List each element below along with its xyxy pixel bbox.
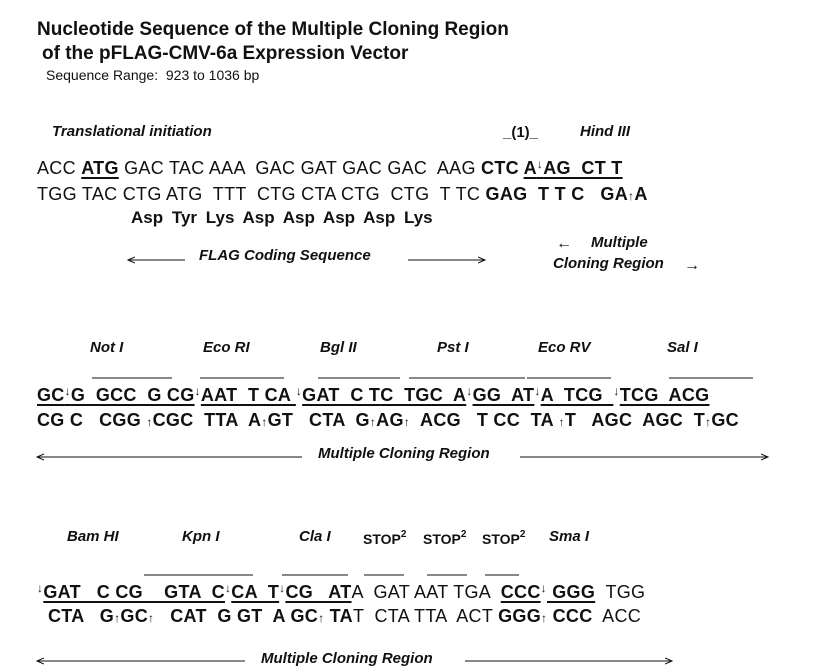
block1-top-strand: ACC ATG GAC TAC AAA GAC GAT GAC GAC AAG CTC A↓AG CT T xyxy=(37,157,623,178)
enzyme-not-i: Not I xyxy=(90,339,124,356)
stop-codon-label-3: STOP$^2$ xyxy=(482,529,526,547)
label-hind-iii: Hind III xyxy=(580,123,630,140)
block2-top-strand: GC↓G GCC G CG↓AAT T CA ↓GAT C TC TGC A↓GG AT↓A TCG ↓TCG ACG xyxy=(37,384,710,405)
stop-codon-label-2: STOP$^2$ xyxy=(423,529,467,547)
cut-arrow-up: ↑ xyxy=(628,189,635,203)
figure-title-line2: of the pFLAG-CMV-6a Expression Vector xyxy=(42,43,409,64)
label-flag-coding-sequence: FLAG Coding Sequence xyxy=(199,247,371,264)
enzyme-bam-hi: Bam HI xyxy=(67,528,119,545)
cut-arrow-down: ↓ xyxy=(536,157,544,171)
amino-acid-translation: Asp Tyr Lys Asp Asp Asp Asp Lys xyxy=(131,208,433,227)
stop-codon-label-1: STOP$^2$ xyxy=(363,529,407,547)
enzyme-sal-i: Sal I xyxy=(667,339,698,356)
enzyme-sma-i: Sma I xyxy=(549,528,590,545)
block1-bottom-strand: TGG TAC CTG ATG TTT CTG CTA CTG CTG T TC GAG T T C GA↑A xyxy=(37,184,648,204)
enzyme-eco-rv: Eco RV xyxy=(538,339,591,356)
enzyme-pst-i: Pst I xyxy=(437,339,469,356)
block3-bottom-strand: CTA G↑GC↑ CAT G GT A GC↑ TAT CTA TTA ACT GGG↑ CCC ACC xyxy=(48,606,642,626)
label-translational-initiation: Translational initiation xyxy=(52,123,212,140)
figure-title-line1: Nucleotide Sequence of the Multiple Cloning Region xyxy=(37,19,509,40)
block2-bottom-strand: CG C CGG ↑CGC TTA A↑GT CTA G↑AG↑ ACG T CC TA ↑T AGC AGC T↑GC xyxy=(37,410,739,430)
arrow-right-icon: → xyxy=(684,257,700,274)
label-mcr-block2: Multiple Cloning Region xyxy=(318,445,490,462)
block3-top-strand: ↓GAT C CG GTA C↓CA T↓CG ATA GAT AAT TGA CCC↓ GGG TGG xyxy=(37,581,646,602)
enzyme-eco-ri: Eco RI xyxy=(203,339,250,356)
label-mcr-line1: Multiple xyxy=(591,234,648,251)
enzyme-kpn-i: Kpn I xyxy=(182,528,220,545)
label-mcr-block3: Multiple Cloning Region xyxy=(261,650,433,667)
sequence-range: Sequence Range: 923 to 1036 bp xyxy=(46,67,260,83)
enzyme-bgl-ii: Bgl II xyxy=(320,339,357,356)
start-codon-atg: ATG xyxy=(81,158,119,178)
label-mcr-line2: Cloning Region xyxy=(553,255,664,272)
enzyme-cla-i: Cla I xyxy=(299,528,331,545)
label-note-1: _(1)_ xyxy=(503,124,539,141)
arrow-left-icon: ← xyxy=(556,235,572,252)
